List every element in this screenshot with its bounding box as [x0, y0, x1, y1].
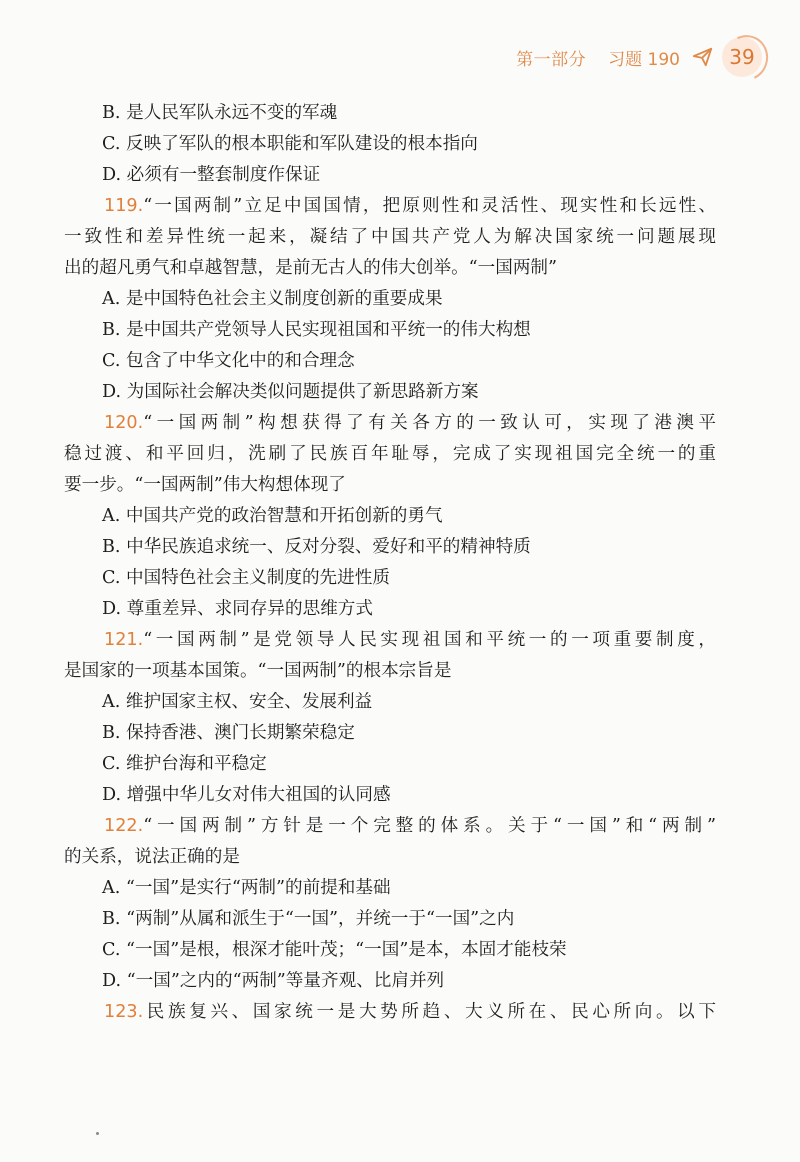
question-stem-line: 稳过渡、和平回归，洗刷了民族百年耻辱，完成了实现祖国完全统一的重 [64, 444, 716, 464]
option-line: D. “一国”之内的“两制”等量齐观、比肩并列 [102, 971, 445, 991]
option-line: A. 是中国特色社会主义制度创新的重要成果 [102, 289, 443, 309]
page-speck [96, 1132, 99, 1135]
question-number: 120. [104, 413, 144, 433]
question-122-stem: 122.“一国两制”方针是一个完整的体系。关于“一国”和“两制” [104, 816, 716, 836]
question-123-stem: 123.民族复兴、国家统一是大势所趋、大义所在、民心所向。以下 [104, 1002, 716, 1022]
option-line: C. 中国特色社会主义制度的先进性质 [102, 568, 390, 588]
option-line: A. “一国”是实行“两制”的前提和基础 [102, 878, 391, 898]
option-line: B. 保持香港、澳门长期繁荣稳定 [102, 723, 355, 743]
question-number: 121. [104, 630, 144, 650]
page-number: 39 [729, 45, 755, 69]
question-number: 119. [104, 196, 144, 216]
option-line: B. 中华民族追求统一、反对分裂、爱好和平的精神特质 [102, 537, 531, 557]
option-line: C. 维护台海和平稳定 [102, 754, 267, 774]
option-line: A. 中国共产党的政治智慧和开拓创新的勇气 [102, 506, 443, 526]
question-stem-line: 的关系，说法正确的是 [64, 847, 240, 867]
page-header [516, 36, 762, 78]
exercise-label: 习题 190 [608, 49, 680, 70]
paper-plane-icon [692, 46, 714, 68]
question-stem-line: 出的超凡勇气和卓越智慧，是前无古人的伟大创举。“一国两制” [64, 258, 558, 278]
option-line: D. 增强中华儿女对伟大祖国的认同感 [102, 785, 391, 805]
question-stem-line: 要一步。“一国两制”伟大构想体现了 [64, 475, 346, 495]
question-number: 123. [104, 1002, 144, 1022]
question-121-stem: 121.“一国两制”是党领导人民实现祖国和平统一的一项重要制度， [104, 630, 716, 650]
page-content [64, 98, 716, 1028]
option-line: C. 反映了军队的根本职能和军队建设的根本指向 [102, 134, 478, 154]
option-line: D. 尊重差异、求同存异的思维方式 [102, 599, 373, 619]
option-line: A. 维护国家主权、安全、发展利益 [102, 692, 373, 712]
question-number: 122. [104, 816, 144, 836]
option-line: D. 为国际社会解决类似问题提供了新思路新方案 [102, 382, 479, 402]
question-stem-line: 是国家的一项基本国策。“一国两制”的根本宗旨是 [64, 661, 452, 681]
question-119-stem: 119.“一国两制”立足中国国情，把原则性和灵活性、现实性和长远性、 [104, 196, 716, 216]
option-line: B. “两制”从属和派生于“一国”，并统一于“一国”之内 [102, 909, 515, 929]
question-120-stem: 120.“一国两制”构想获得了有关各方的一致认可，实现了港澳平 [104, 413, 716, 433]
option-line: C. 包含了中华文化中的和合理念 [102, 351, 355, 371]
option-line: B. 是中国共产党领导人民实现祖国和平统一的伟大构想 [102, 320, 531, 340]
section-label: 第一部分 [516, 49, 587, 70]
question-stem-line: 一致性和差异性统一起来，凝结了中国共产党人为解决国家统一问题展现 [64, 227, 716, 247]
page-number-badge [722, 37, 762, 77]
option-line: B. 是人民军队永远不变的军魂 [102, 103, 338, 123]
option-line: C. “一国”是根，根深才能叶茂；“一国”是本，本固才能枝荣 [102, 940, 567, 960]
option-line: D. 必须有一整套制度作保证 [102, 165, 321, 185]
